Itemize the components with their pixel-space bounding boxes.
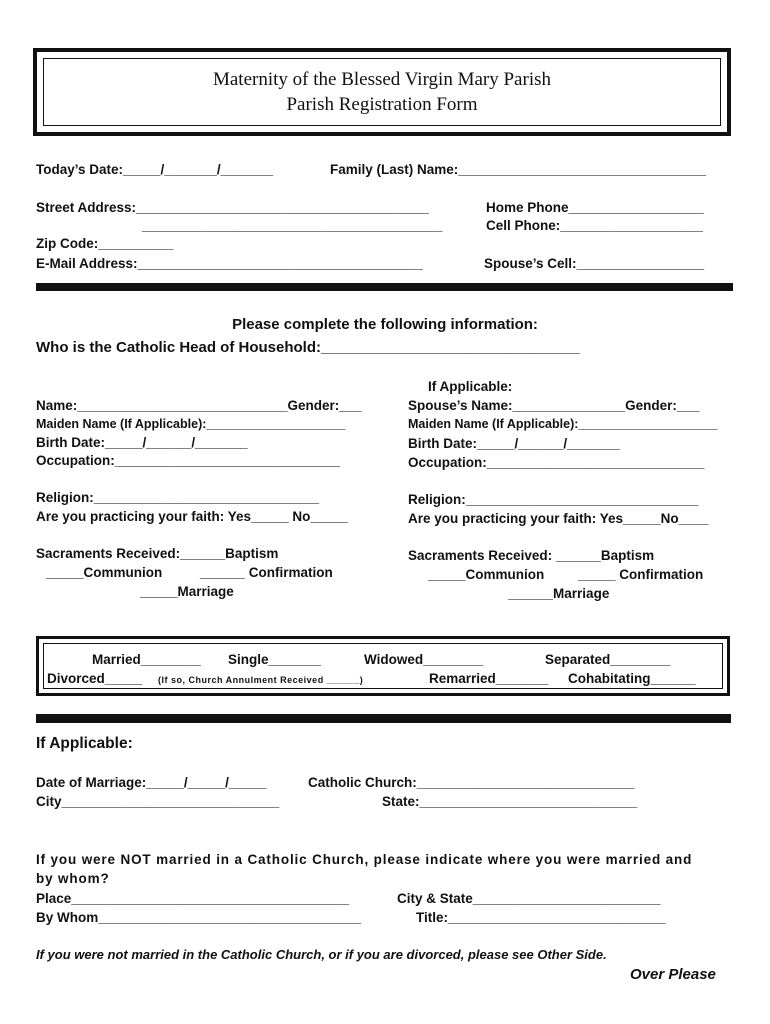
marriage-state-field[interactable]: State:_____________________________ (382, 794, 638, 809)
spouse-sacraments-baptism[interactable]: Sacraments Received: ______Baptism (408, 548, 655, 563)
status-remarried[interactable]: Remarried_______ (429, 671, 549, 686)
non-catholic-question-line1: If you were NOT married in a Catholic Church, please indicate where you were married and (36, 852, 693, 867)
status-cohabitating[interactable]: Cohabitating______ (568, 671, 696, 686)
spouse-practicing-field[interactable]: Are you practicing your faith: Yes_____No____ (408, 511, 709, 526)
status-divorced[interactable]: Divorced_____ (47, 671, 143, 686)
cell-phone-field[interactable]: Cell Phone:___________________ (486, 218, 703, 233)
email-field[interactable]: E-Mail Address:______________________________________ (36, 256, 423, 271)
status-single[interactable]: Single_______ (228, 652, 322, 667)
person-religion-field[interactable]: Religion:______________________________ (36, 490, 319, 505)
title-field[interactable]: Title:_____________________________ (416, 910, 666, 925)
spouse-occupation-field[interactable]: Occupation:_____________________________ (408, 455, 705, 470)
status-widowed[interactable]: Widowed________ (364, 652, 484, 667)
form-title-box (33, 48, 731, 136)
person-practicing-field[interactable]: Are you practicing your faith: Yes_____ No_____ (36, 509, 348, 524)
zip-code-field[interactable]: Zip Code:__________ (36, 236, 174, 251)
section-divider-1 (36, 283, 733, 291)
spouse-if-applicable: If Applicable: (428, 379, 513, 394)
status-married[interactable]: Married________ (92, 652, 201, 667)
spouse-communion[interactable]: _____Communion (428, 567, 545, 582)
head-of-household-field[interactable]: Who is the Catholic Head of Household:_______________________________ (36, 339, 580, 356)
catholic-church-field[interactable]: Catholic Church:_____________________________ (308, 775, 635, 790)
person-communion[interactable]: _____Communion (46, 565, 163, 580)
marriage-if-applicable-heading: If Applicable: (36, 735, 133, 752)
place-field[interactable]: Place_____________________________________ (36, 891, 350, 906)
street-address-line2-field[interactable]: ________________________________________ (142, 218, 443, 233)
person-birth-date-field[interactable]: Birth Date:_____/______/_______ (36, 435, 248, 450)
person-marriage[interactable]: _____Marriage (140, 584, 234, 599)
status-separated[interactable]: Separated________ (545, 652, 671, 667)
spouse-confirmation[interactable]: _____ Confirmation (578, 567, 704, 582)
spouse-birth-date-field[interactable]: Birth Date:_____/______/_______ (408, 436, 620, 451)
person-occupation-field[interactable]: Occupation:______________________________ (36, 453, 340, 468)
by-whom-field[interactable]: By Whom___________________________________ (36, 910, 362, 925)
parish-name: Maternity of the Blessed Virgin Mary Parish (212, 69, 551, 90)
instruction-text: Please complete the following information: (232, 316, 538, 333)
status-annulment[interactable]: (If so, Church Annulment Received ______) (158, 675, 364, 685)
spouse-marriage[interactable]: ______Marriage (508, 586, 610, 601)
date-of-marriage-field[interactable]: Date of Marriage:_____/_____/_____ (36, 775, 267, 790)
family-name-field[interactable]: Family (Last) Name:_________________________________ (330, 162, 707, 177)
non-catholic-question-line2: by whom? (36, 871, 110, 886)
marriage-city-field[interactable]: City_____________________________ (36, 794, 280, 809)
spouse-religion-field[interactable]: Religion:_______________________________ (408, 492, 699, 507)
form-title-inner-border (43, 58, 721, 126)
person-maiden-field[interactable]: Maiden Name (If Applicable):____________________ (36, 417, 346, 431)
street-address-field[interactable]: Street Address:_______________________________________ (36, 200, 429, 215)
spouse-maiden-field[interactable]: Maiden Name (If Applicable):____________________ (408, 417, 718, 431)
todays-date-field[interactable]: Today’s Date:_____/_______/_______ (36, 162, 274, 177)
city-state-field[interactable]: City & State_________________________ (397, 891, 661, 906)
home-phone-field[interactable]: Home Phone__________________ (486, 200, 704, 215)
person-confirmation[interactable]: ______ Confirmation (200, 565, 333, 580)
over-please-text: Over Please (630, 966, 716, 983)
footer-note: If you were not married in the Catholic Church, or if you are divorced, please see Other Side. (36, 947, 607, 962)
section-divider-2 (36, 714, 731, 723)
spouses-cell-field[interactable]: Spouse’s Cell:_________________ (484, 256, 705, 271)
form-title: Parish Registration Form (286, 94, 478, 115)
person-sacraments-baptism[interactable]: Sacraments Received:______Baptism (36, 546, 279, 561)
spouse-name-field[interactable]: Spouse’s Name:_______________Gender:___ (408, 398, 700, 413)
person-name-field[interactable]: Name:____________________________Gender:___ (36, 398, 362, 413)
